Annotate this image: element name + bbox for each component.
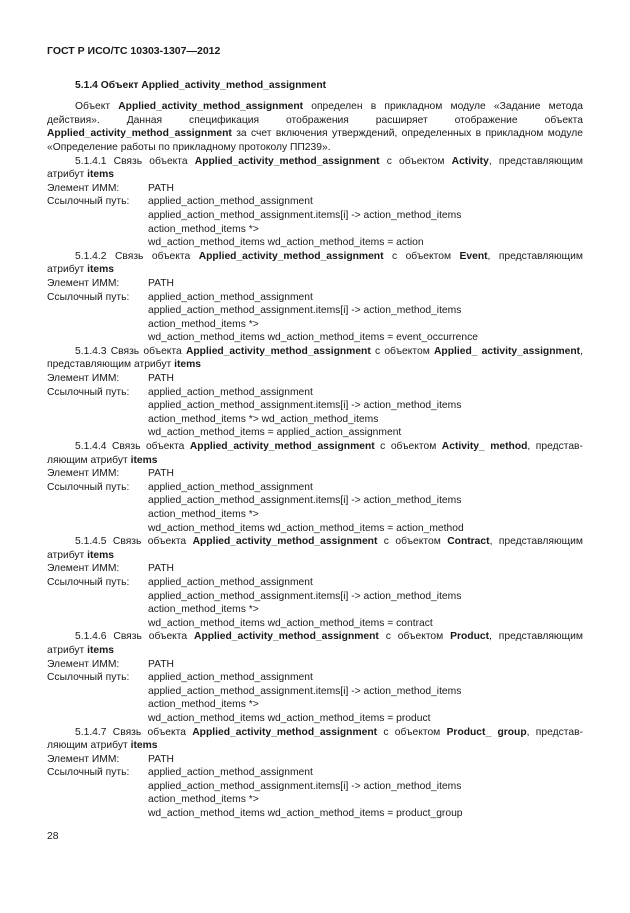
- intro-text-1: Объект: [75, 101, 119, 113]
- element-row: [47, 182, 583, 196]
- page-number: 28: [47, 831, 59, 842]
- ref-path-line: action_method_items *>: [148, 604, 259, 616]
- ref-path-line: applied_action_method_assignment: [148, 576, 313, 588]
- document-header: ГОСТ Р ИСО/ТС 10303-1307—2012: [47, 45, 221, 57]
- with-object-text: с объектом: [380, 441, 437, 453]
- subsection-number: 5.1.4.3: [75, 345, 107, 357]
- subsection-heading: [47, 155, 583, 182]
- element-label: Элемент ИММ:: [47, 277, 120, 289]
- target-object: Contract: [447, 536, 490, 548]
- subsection: [47, 250, 583, 345]
- representing-text: представляющим: [498, 536, 583, 548]
- attribute-name: items: [87, 549, 115, 561]
- source-object: Applied_activity_method_assignment: [192, 536, 378, 548]
- ref-path-line: wd_action_method_items wd_action_method_items = product: [148, 712, 431, 724]
- separator: ,: [526, 726, 536, 738]
- element-row: [47, 277, 583, 291]
- ref-path-row: [47, 481, 583, 495]
- attribute-name: items: [87, 644, 115, 656]
- source-object: Applied_activity_method_assignment: [189, 441, 375, 453]
- subsection-heading: [47, 440, 583, 467]
- source-object: Applied_activity_method_assignment: [194, 631, 379, 643]
- element-row: [47, 372, 583, 386]
- element-value: PATH: [148, 753, 174, 765]
- subsection: [47, 155, 583, 250]
- relation-prefix: Связь объекта: [114, 250, 191, 262]
- ref-path-line: action_method_items *>: [148, 318, 259, 330]
- target-object: Activity_ method: [441, 441, 528, 453]
- representing-text: представляющим: [498, 631, 583, 643]
- ref-path-line: action_method_items *>: [148, 699, 259, 711]
- ref-path-line: applied_action_method_assignment.items[i] -> action_method_items: [148, 209, 462, 221]
- target-object: Applied_ activity_assignment: [434, 345, 581, 357]
- element-label: Элемент ИММ:: [47, 373, 120, 385]
- ref-path-line: wd_action_method_items wd_action_method_items = product_group: [148, 808, 463, 820]
- ref-path-label: Ссылочный путь:: [47, 291, 130, 303]
- element-row: [47, 467, 583, 481]
- attribute-name: items: [87, 264, 115, 276]
- element-value: PATH: [148, 182, 174, 194]
- relation-prefix: Связь объекта: [113, 155, 188, 167]
- element-row: [47, 658, 583, 672]
- ref-path-line: applied_action_method_assignment: [148, 767, 313, 779]
- ref-path-label: Ссылочный путь:: [47, 672, 130, 684]
- document-page: [47, 45, 583, 821]
- subsection: [47, 726, 583, 821]
- subsection: [47, 630, 583, 725]
- element-label: Элемент ИММ:: [47, 753, 120, 765]
- ref-path-line: applied_action_method_assignment.items[i] -> action_method_items: [148, 685, 462, 697]
- ref-path-line: wd_action_method_items wd_action_method_items = action_method: [148, 522, 464, 534]
- element-label: Элемент ИММ:: [47, 658, 120, 670]
- separator: ,: [580, 345, 583, 357]
- with-object-text: с объектом: [386, 155, 445, 167]
- ref-path-line: action_method_items *>: [148, 794, 259, 806]
- ref-path-line: wd_action_method_items wd_action_method_items = contract: [148, 617, 433, 629]
- ref-path-line: wd_action_method_items wd_action_method_items = action: [148, 237, 424, 249]
- with-object-text: с объектом: [383, 536, 441, 548]
- ref-path-line: applied_action_method_assignment: [148, 481, 313, 493]
- ref-path-row: [47, 671, 583, 685]
- subsection: [47, 535, 583, 630]
- source-object: Applied_activity_method_assignment: [192, 726, 378, 738]
- subsection-heading: [47, 726, 583, 753]
- subsections-list: [47, 155, 583, 821]
- ref-path-line: applied_action_method_assignment.items[i] -> action_method_items: [148, 495, 462, 507]
- intro-object-2: Applied_activity_method_assignment: [47, 128, 232, 140]
- ref-path-row: [47, 291, 583, 305]
- ref-path-line: applied_action_method_assignment.items[i] -> action_method_items: [148, 590, 462, 602]
- ref-path-row: [47, 386, 583, 400]
- ref-path-label: Ссылочный путь:: [47, 767, 130, 779]
- subsection: [47, 440, 583, 535]
- element-label: Элемент ИММ:: [47, 182, 120, 194]
- ref-path-row: [47, 576, 583, 590]
- with-object-text: с объектом: [383, 726, 441, 738]
- ref-path-line: action_method_items *> wd_action_method_items: [148, 413, 379, 425]
- attribute-name: items: [174, 359, 202, 371]
- subsection-heading: [47, 535, 583, 562]
- subsection-number: 5.1.4.1: [75, 155, 107, 167]
- attribute-text: атрибут: [47, 549, 85, 561]
- attribute-name: items: [130, 454, 158, 466]
- separator: ,: [488, 155, 499, 167]
- target-object: Event: [459, 250, 488, 262]
- target-object: Activity: [451, 155, 489, 167]
- ref-path-line: action_method_items *>: [148, 223, 259, 235]
- subsection-number: 5.1.4.5: [75, 536, 107, 548]
- ref-path-row: [47, 195, 583, 209]
- relation-prefix: Связь объекта: [112, 536, 187, 548]
- representing-text: представляющим: [498, 250, 583, 262]
- element-row: [47, 562, 583, 576]
- ref-path-line: applied_action_method_assignment: [148, 291, 313, 303]
- attribute-text: атрибут: [47, 264, 85, 276]
- relation-prefix: Связь объекта: [112, 726, 186, 738]
- source-object: Applied_activity_method_assignment: [194, 155, 380, 167]
- element-value: PATH: [148, 373, 174, 385]
- representing-text: представ-: [535, 726, 583, 738]
- intro-text-3: за счет включения утверждений, определенных в прикладном модуле «Определение работы по прикладному протоколу ПП239».: [47, 128, 583, 153]
- ref-path-row: [47, 766, 583, 780]
- with-object-text: с объектом: [374, 345, 430, 357]
- relation-prefix: Связь объекта: [112, 441, 185, 453]
- attribute-text: атрибут: [47, 169, 85, 181]
- with-object-text: с объектом: [385, 631, 444, 643]
- ref-path-line: applied_action_method_assignment: [148, 386, 313, 398]
- separator: ,: [489, 536, 499, 548]
- ref-path-line: wd_action_method_items = applied_action_assignment: [148, 427, 402, 439]
- attribute-name: items: [130, 740, 158, 752]
- subsection-number: 5.1.4.7: [75, 726, 107, 738]
- ref-path-line: applied_action_method_assignment: [148, 196, 313, 208]
- attribute-text: представляющим атрибут: [47, 359, 172, 371]
- target-object: Product: [450, 631, 490, 643]
- subsection-number: 5.1.4.6: [75, 631, 107, 643]
- source-object: Applied_activity_method_assignment: [185, 345, 371, 357]
- subsection-number: 5.1.4.2: [75, 250, 107, 262]
- relation-prefix: Связь объекта: [110, 345, 182, 357]
- subsection-heading: [47, 250, 583, 277]
- subsection: [47, 345, 583, 440]
- subsection-number: 5.1.4.4: [75, 441, 107, 453]
- attribute-text: ляющим атрибут: [47, 454, 128, 466]
- attribute-name: items: [87, 169, 115, 181]
- separator: ,: [527, 441, 536, 453]
- with-object-text: с объектом: [391, 250, 452, 262]
- separator: ,: [489, 631, 499, 643]
- ref-path-line: wd_action_method_items wd_action_method_items = event_occurrence: [148, 332, 478, 344]
- attribute-text: ляющим атрибут: [47, 740, 128, 752]
- subsection-heading: [47, 630, 583, 657]
- element-value: PATH: [148, 658, 174, 670]
- element-row: [47, 753, 583, 767]
- subsection-heading: [47, 345, 583, 372]
- representing-text: представляющим: [498, 155, 583, 167]
- element-label: Элемент ИММ:: [47, 468, 120, 480]
- intro-paragraph: [47, 100, 583, 154]
- element-value: PATH: [148, 277, 174, 289]
- ref-path-label: Ссылочный путь:: [47, 576, 130, 588]
- ref-path-line: applied_action_method_assignment: [148, 672, 313, 684]
- ref-path-line: action_method_items *>: [148, 509, 259, 520]
- element-value: PATH: [148, 468, 174, 480]
- ref-path-label: Ссылочный путь:: [47, 196, 130, 208]
- intro-text-2: определен в прикладном модуле «Задание метода действия». Данная спецификация отображения расширяет отображение объекта: [47, 101, 583, 126]
- ref-path-line: applied_action_method_assignment.items[i] -> action_method_items: [148, 400, 462, 412]
- element-value: PATH: [148, 563, 174, 575]
- target-object: Product_ group: [446, 726, 527, 738]
- ref-path-label: Ссылочный путь:: [47, 386, 130, 398]
- separator: ,: [487, 250, 499, 262]
- ref-path-line: applied_action_method_assignment.items[i] -> action_method_items: [148, 305, 462, 317]
- section-title: 5.1.4 Объект Applied_activity_method_assignment: [75, 79, 327, 91]
- relation-prefix: Связь объекта: [113, 631, 188, 643]
- element-label: Элемент ИММ:: [47, 563, 120, 575]
- attribute-text: атрибут: [47, 644, 85, 656]
- ref-path-line: applied_action_method_assignment.items[i] -> action_method_items: [148, 780, 462, 792]
- representing-text: представ-: [535, 441, 583, 453]
- source-object: Applied_activity_method_assignment: [198, 250, 384, 262]
- intro-object-1: Applied_activity_method_assignment: [118, 101, 304, 113]
- ref-path-label: Ссылочный путь:: [47, 481, 130, 493]
